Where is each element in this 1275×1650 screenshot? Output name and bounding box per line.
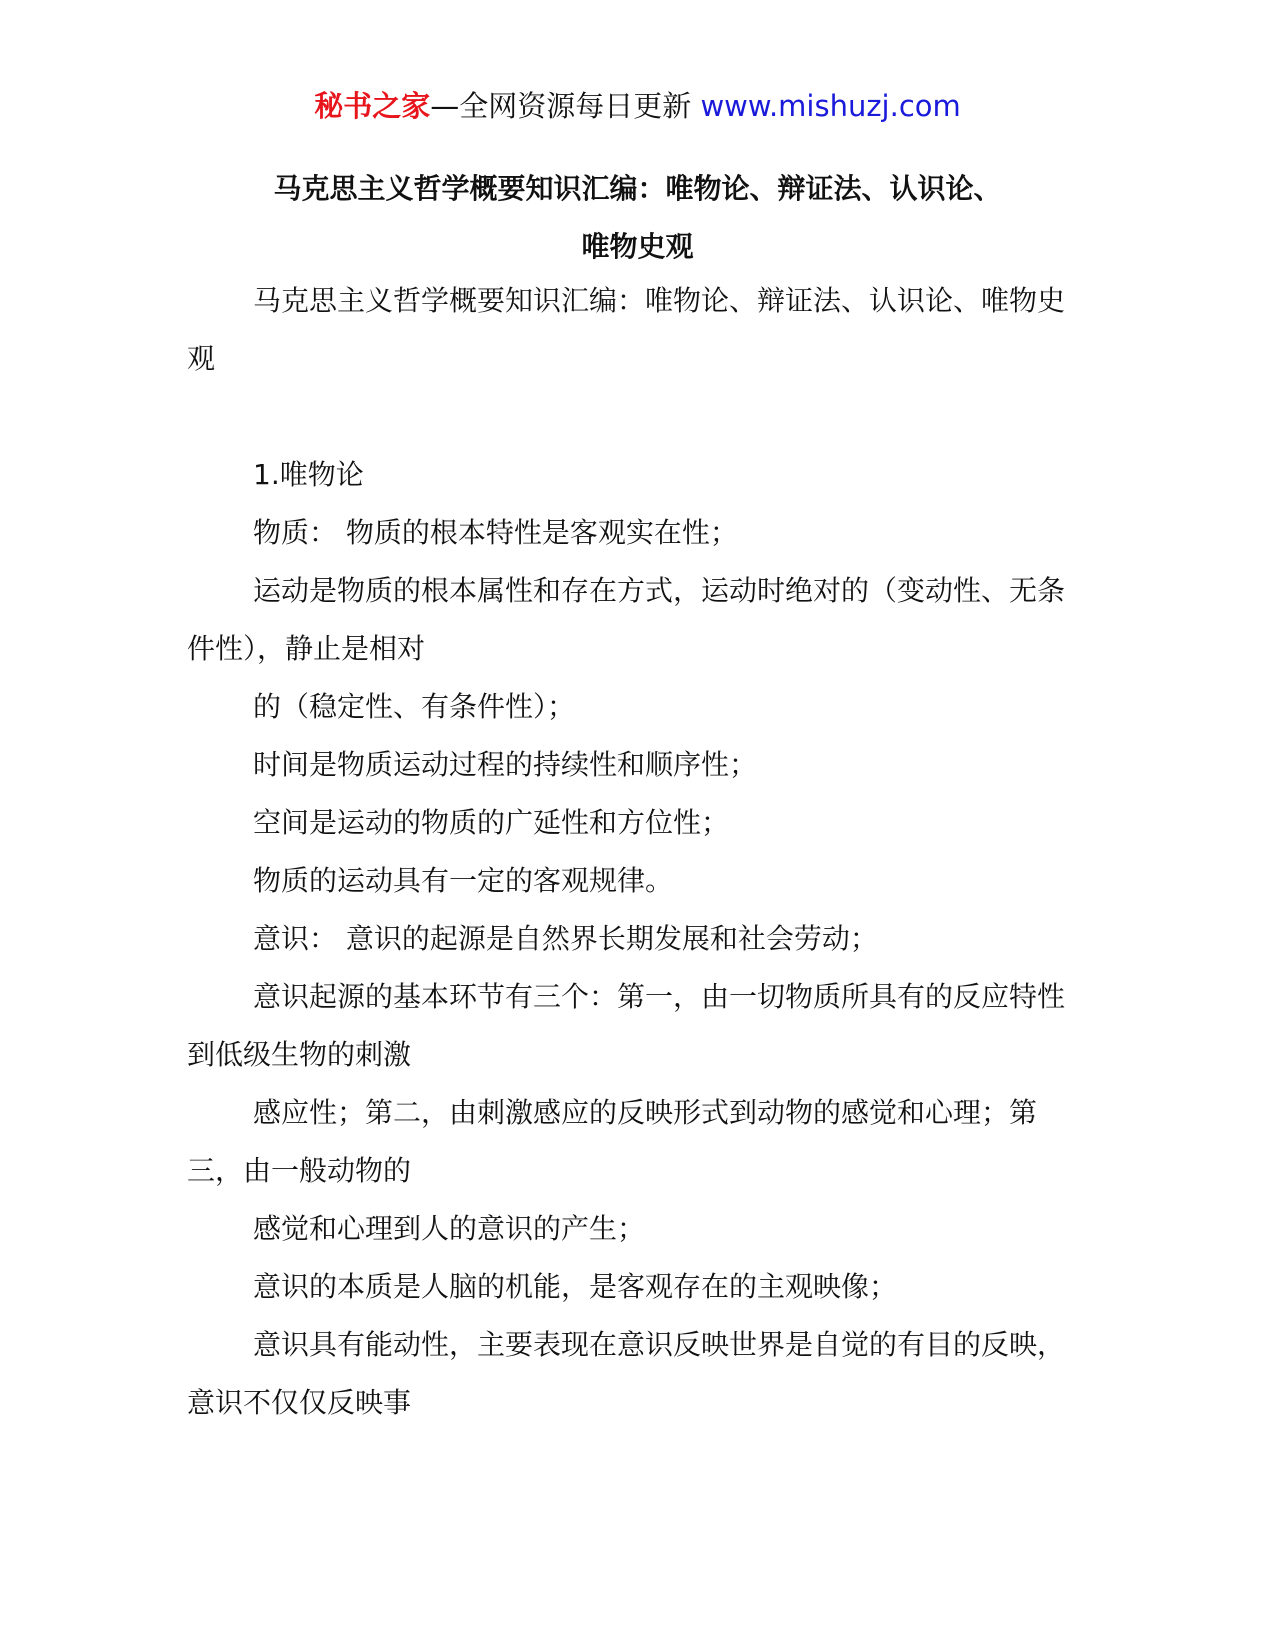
- body-paragraph: 意识具有能动性，主要表现在意识反映世界是自觉的有目的反映，意识不仅仅反映事: [187, 1328, 1066, 1419]
- body-paragraph: 马克思主义哲学概要知识汇编：唯物论、辩证法、认识论、唯物史观: [187, 284, 1066, 375]
- body-paragraph: 物质的运动具有一定的客观规律。: [253, 864, 674, 897]
- document-body: [187, 272, 1087, 1432]
- site-tagline: —全网资源每日更新: [430, 89, 701, 123]
- body-paragraph: 意识的本质是人脑的机能，是客观存在的主观映像；: [253, 1270, 898, 1303]
- body-paragraph: 意识起源的基本环节有三个：第一，由一切物质所具有的反应特性到低级生物的刺激: [187, 980, 1066, 1071]
- body-paragraph: 空间是运动的物质的广延性和方位性；: [253, 806, 730, 839]
- body-paragraph: 的（稳定性、有条件性）；: [253, 690, 576, 723]
- body-paragraph: 运动是物质的根本属性和存在方式，运动时绝对的（变动性、无条件性），静止是相对: [187, 574, 1066, 665]
- document-title-line: 唯物史观: [581, 230, 694, 263]
- body-paragraph: 物质： 物质的根本特性是客观实在性；: [253, 516, 738, 549]
- document-title-line: 马克思主义哲学概要知识汇编：唯物论、辩证法、认识论、: [273, 172, 1002, 205]
- site-header: [0, 88, 1275, 124]
- body-paragraph: 感觉和心理到人的意识的产生；: [253, 1212, 646, 1245]
- document-title: [200, 160, 1075, 276]
- site-brand: 秘书之家: [314, 89, 431, 123]
- body-paragraph: 感应性；第二，由刺激感应的反映形式到动物的感觉和心理；第三，由一般动物的: [187, 1096, 1038, 1187]
- body-paragraph: 意识： 意识的起源是自然界长期发展和社会劳动；: [253, 922, 878, 955]
- paragraph-spacer: [187, 388, 1087, 446]
- site-url-link[interactable]: www.mishuzj.com: [700, 89, 961, 123]
- section-heading: 1.唯物论: [253, 458, 364, 491]
- body-paragraph: 时间是物质运动过程的持续性和顺序性；: [253, 748, 758, 781]
